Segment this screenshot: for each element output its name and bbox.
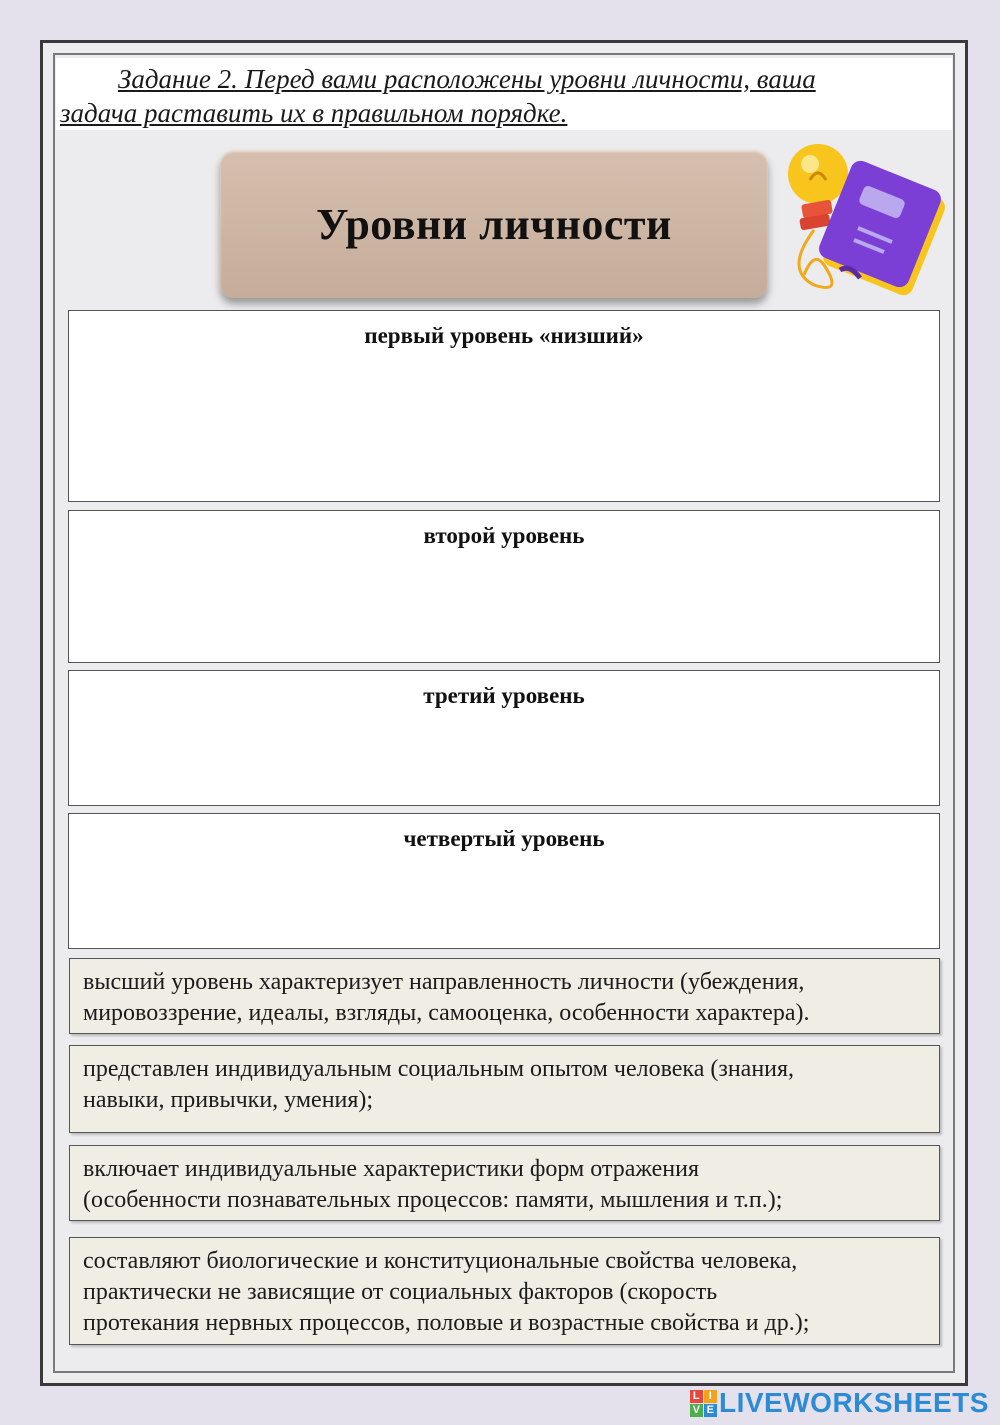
card-1-line-2: мировоззрение, идеалы, взгляды, самооценка, особенности характера). bbox=[83, 1000, 810, 1026]
level-label-fourth: четвертый уровень bbox=[403, 826, 605, 851]
level-label-first: первый уровень «низший» bbox=[364, 323, 644, 348]
liveworksheets-logo bbox=[690, 1388, 989, 1418]
card-4-line-2: практически не зависящие от социальных факторов (скорость bbox=[83, 1279, 718, 1305]
card-3-line-2: (особенности познавательных процессов: памяти, мышления и т.п.); bbox=[83, 1187, 783, 1213]
level-box-first[interactable] bbox=[68, 310, 940, 502]
level-box-third[interactable] bbox=[68, 670, 940, 806]
level-box-second[interactable] bbox=[68, 510, 940, 663]
liveworksheets-logo-mark: L I V E bbox=[690, 1390, 717, 1417]
liveworksheets-logo-text: LIVEWORKSHEETS bbox=[719, 1387, 989, 1418]
title-plate bbox=[220, 150, 768, 298]
level-box-fourth[interactable] bbox=[68, 813, 940, 949]
card-4-line-3: протекания нервных процессов, половые и возрастные свойства и др.); bbox=[83, 1310, 810, 1336]
card-1-line-1: высший уровень характеризует направленность личности (убеждения, bbox=[83, 969, 805, 995]
lightbulb-book-illustration bbox=[780, 132, 948, 304]
task-instruction bbox=[56, 58, 952, 130]
card-4-line-1: составляют биологические и конституциональные свойства человека, bbox=[83, 1248, 798, 1274]
draggable-card-3[interactable] bbox=[69, 1145, 940, 1221]
card-3-line-1: включает индивидуальные характеристики форм отражения bbox=[83, 1156, 700, 1182]
level-label-second: второй уровень bbox=[423, 523, 585, 548]
card-2-line-1: представлен индивидуальным социальным опытом человека (знания, bbox=[83, 1056, 795, 1082]
level-label-third: третий уровень bbox=[423, 683, 585, 708]
task-line-2: задача раставить их в правильном порядке. bbox=[60, 98, 568, 128]
task-line-1: Задание 2. Перед вами расположены уровни личности, ваша bbox=[118, 64, 816, 94]
draggable-card-1[interactable] bbox=[69, 958, 940, 1034]
draggable-card-2[interactable] bbox=[69, 1045, 940, 1133]
draggable-card-4[interactable] bbox=[69, 1237, 940, 1345]
page-title: Уровни личности bbox=[316, 199, 672, 249]
card-2-line-2: навыки, привычки, умения); bbox=[83, 1087, 374, 1113]
